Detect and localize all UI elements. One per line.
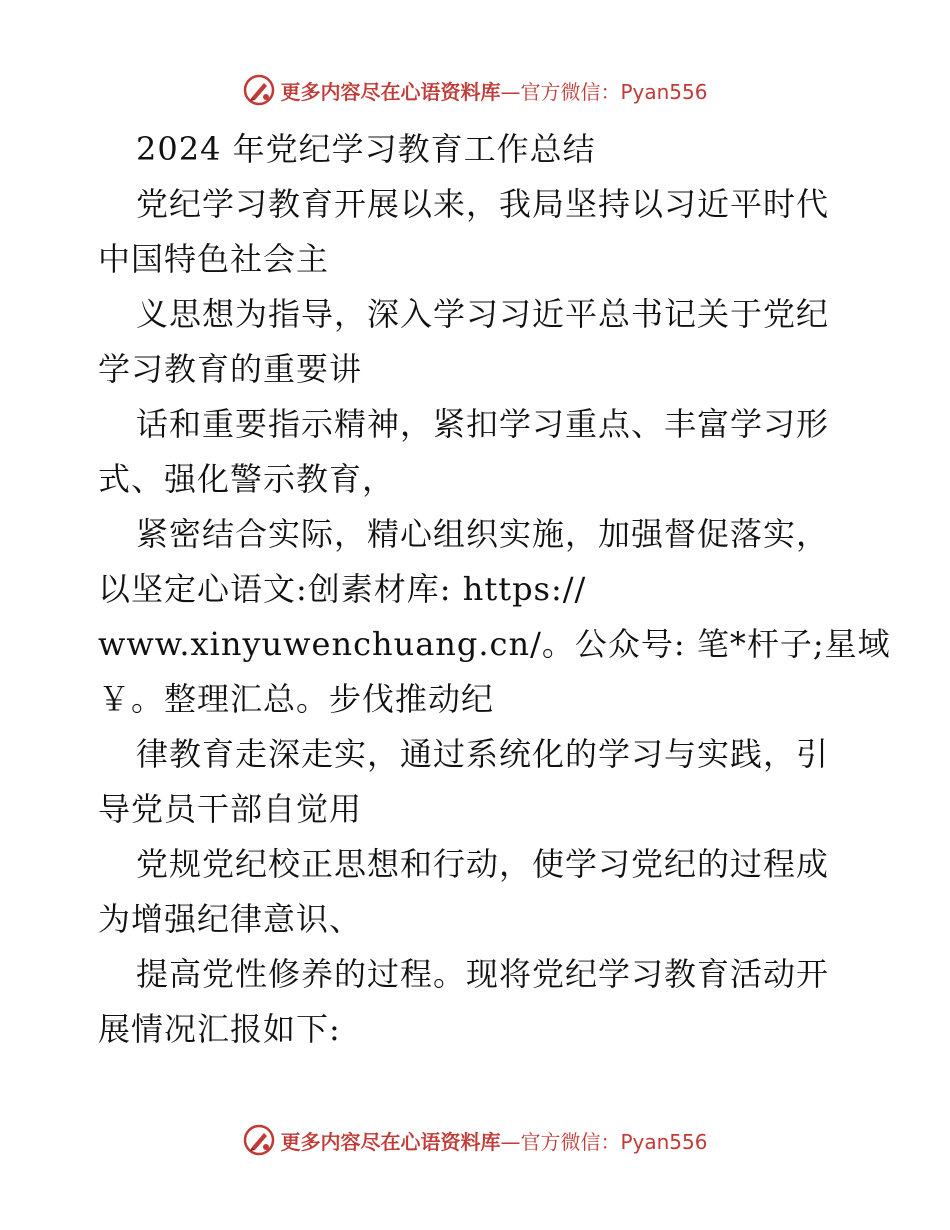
footer-banner-contact: —官方微信：Pyan556 [500,1129,708,1154]
header-banner-text [280,76,707,105]
header-banner [0,70,950,110]
paragraph-line: 党纪学习教育开展以来，我局坚持以习近平时代 [136,185,830,223]
paragraph-line: 紧密结合实际，精心组织实施，加强督促落实， [136,515,830,553]
paragraph-line: www.xinyuwenchuang.cn/。公众号: 笔*杆子;星域 [98,625,891,663]
paragraph-line: 为增强纪律意识、 [98,900,363,938]
footer-banner-text [280,1126,707,1155]
paragraph-line: ￥。整理汇总。步伐推动纪 [98,680,495,718]
footer-banner [0,1120,950,1160]
document-title: 2024 年党纪学习教育工作总结 [136,130,596,168]
paragraph-line: 导党员干部自觉用 [98,790,363,828]
paragraph-line: 提高党性修养的过程。现将党纪学习教育活动开 [136,955,830,993]
paragraph-line: 律教育走深走实，通过系统化的学习与实践，引 [136,735,830,773]
pen-logo-icon [242,73,276,107]
paragraph-line: 义思想为指导，深入学习习近平总书记关于党纪 [136,295,830,333]
paragraph-line: 展情况汇报如下: [98,1010,341,1048]
paragraph-line: 式、强化警示教育， [98,460,396,498]
paragraph-line: 话和重要指示精神，紧扣学习重点、丰富学习形 [136,405,830,443]
header-banner-title: 更多内容尽在心语资料库 [280,79,501,104]
paragraph-line: 学习教育的重要讲 [98,350,363,388]
header-banner-contact: —官方微信：Pyan556 [500,79,708,104]
pen-logo-icon [242,1123,276,1157]
document-body [98,122,891,1057]
paragraph-line: 以坚定心语文:创素材库: https:// [98,570,587,608]
footer-banner-title: 更多内容尽在心语资料库 [280,1129,501,1154]
paragraph-line: 中国特色社会主 [98,240,330,278]
paragraph-line: 党规党纪校正思想和行动，使学习党纪的过程成 [136,845,830,883]
